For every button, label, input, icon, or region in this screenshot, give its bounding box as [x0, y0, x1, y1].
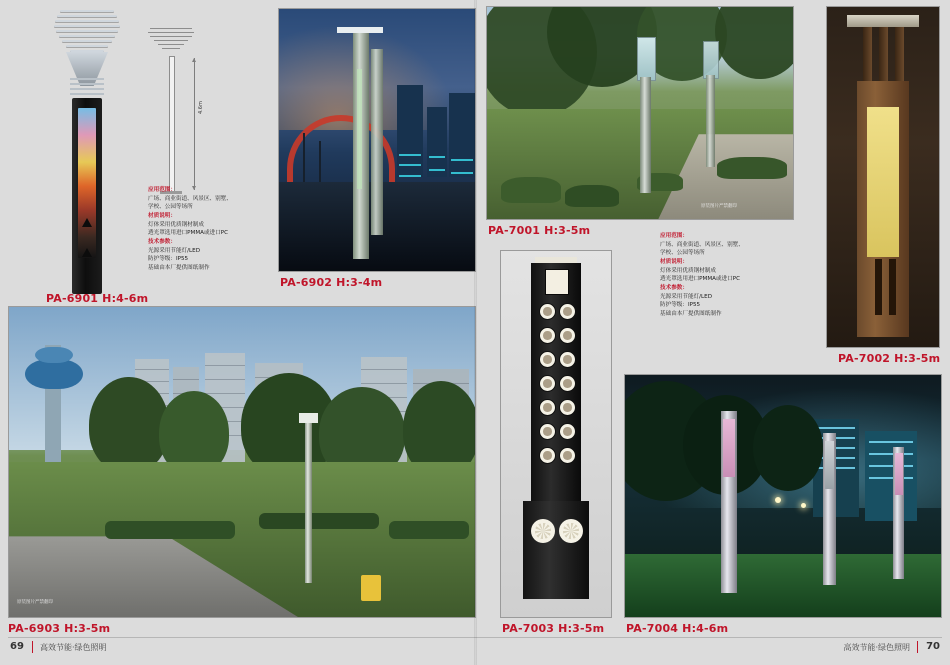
caption-pa-7001: PA-7001 H:3-5m: [488, 224, 591, 237]
page-number-left: 69: [10, 641, 24, 652]
spec-application-heading: 应用范围：: [660, 233, 688, 239]
spec-tech-line: 基础由本厂提供图纸制作: [148, 264, 210, 271]
caption-pa-6902: PA-6902 H:3-4m: [280, 276, 383, 289]
page-footer: [0, 635, 950, 665]
spec-material-line: 灯体采用优质钢材制成: [148, 221, 204, 228]
caption-pa-7003: PA-7003 H:3-5m: [502, 622, 605, 635]
lamp-head: [637, 37, 656, 81]
lamp-light-gradient: [78, 108, 96, 258]
spec-material-line: 透光罩选用进口PMMA或进口PC: [660, 276, 741, 283]
spec-material-heading: 材质说明：: [660, 258, 688, 265]
caption-pa-7004: PA-7004 H:4-6m: [626, 622, 729, 635]
spec-material-line: 透光罩选用进口PMMA或进口PC: [148, 230, 229, 237]
spec-tech-heading: 技术参数：: [660, 284, 688, 291]
spec-tech-line: 防护等级：IP55: [660, 302, 701, 309]
spec-tech-line: 光源采用节能灯/LED: [148, 247, 200, 254]
spec-material-line: 灯体采用优质钢材制成: [660, 267, 716, 274]
caption-pa-7002: PA-7002 H:3-5m: [838, 352, 941, 365]
spec-tech-line: 光源采用节能灯/LED: [660, 293, 712, 300]
spec-tech-line: 基础由本厂提供图纸制作: [660, 310, 722, 317]
drawing-height-label: 4.6m: [198, 101, 204, 114]
spec-material-heading: 材质说明：: [148, 212, 176, 219]
footer-text-right: 高效节能·绿色照明: [843, 643, 910, 652]
technical-drawing-pa-6901: [148, 28, 212, 198]
spec-application-line: 广场、商业街道、风景区、别墅、: [660, 241, 744, 248]
footer-text-left: 高效节能·绿色照明: [40, 643, 107, 652]
lamp-pole: [640, 77, 651, 193]
spec-block-right: [660, 232, 756, 319]
lamp-rings: [70, 78, 104, 100]
lamp-panel: [825, 441, 834, 489]
lamp-pole: [371, 49, 383, 235]
drawing-pole: [169, 56, 175, 194]
watermark-text: 原装图片严禁翻印: [701, 204, 737, 209]
lamp-fins-icon: [54, 10, 120, 56]
spec-block-left: [148, 186, 244, 273]
spec-application-heading: 应用范围：: [148, 187, 176, 193]
photo-pa-7003: [500, 250, 612, 618]
spec-application-line: 广场、商业街道、风景区、别墅、: [148, 195, 232, 202]
spec-application-line: 学校、公园等场所: [660, 250, 705, 257]
lamp-panel: [723, 419, 735, 477]
page-number-right: 70: [926, 641, 940, 652]
product-illustration-pa-6901: [14, 6, 144, 296]
photo-pa-7004: [624, 374, 942, 618]
photo-pa-6902: [278, 8, 476, 272]
trash-bin: [361, 575, 381, 601]
spec-tech-heading: 技术参数：: [148, 238, 176, 245]
lamp-pole: [305, 419, 312, 583]
footer-divider: [8, 637, 942, 638]
drawing-dimension-arrow: [194, 58, 195, 190]
caption-pa-6901: PA-6901 H:4-6m: [46, 292, 149, 305]
lamp-body: [72, 98, 102, 294]
spec-tech-line: 防护等级：IP55: [148, 256, 189, 263]
caption-pa-6903: PA-6903 H:3-5m: [8, 622, 111, 635]
photo-pa-7002: [826, 6, 940, 348]
watermark-text: 原装图片严禁翻印: [17, 600, 53, 605]
lamp-panel: [895, 453, 903, 495]
photo-pa-7001: [486, 6, 794, 220]
photo-pa-6903: [8, 306, 476, 618]
spec-application-line: 学校、公园等场所: [148, 204, 193, 211]
lamp-head: [299, 413, 318, 423]
